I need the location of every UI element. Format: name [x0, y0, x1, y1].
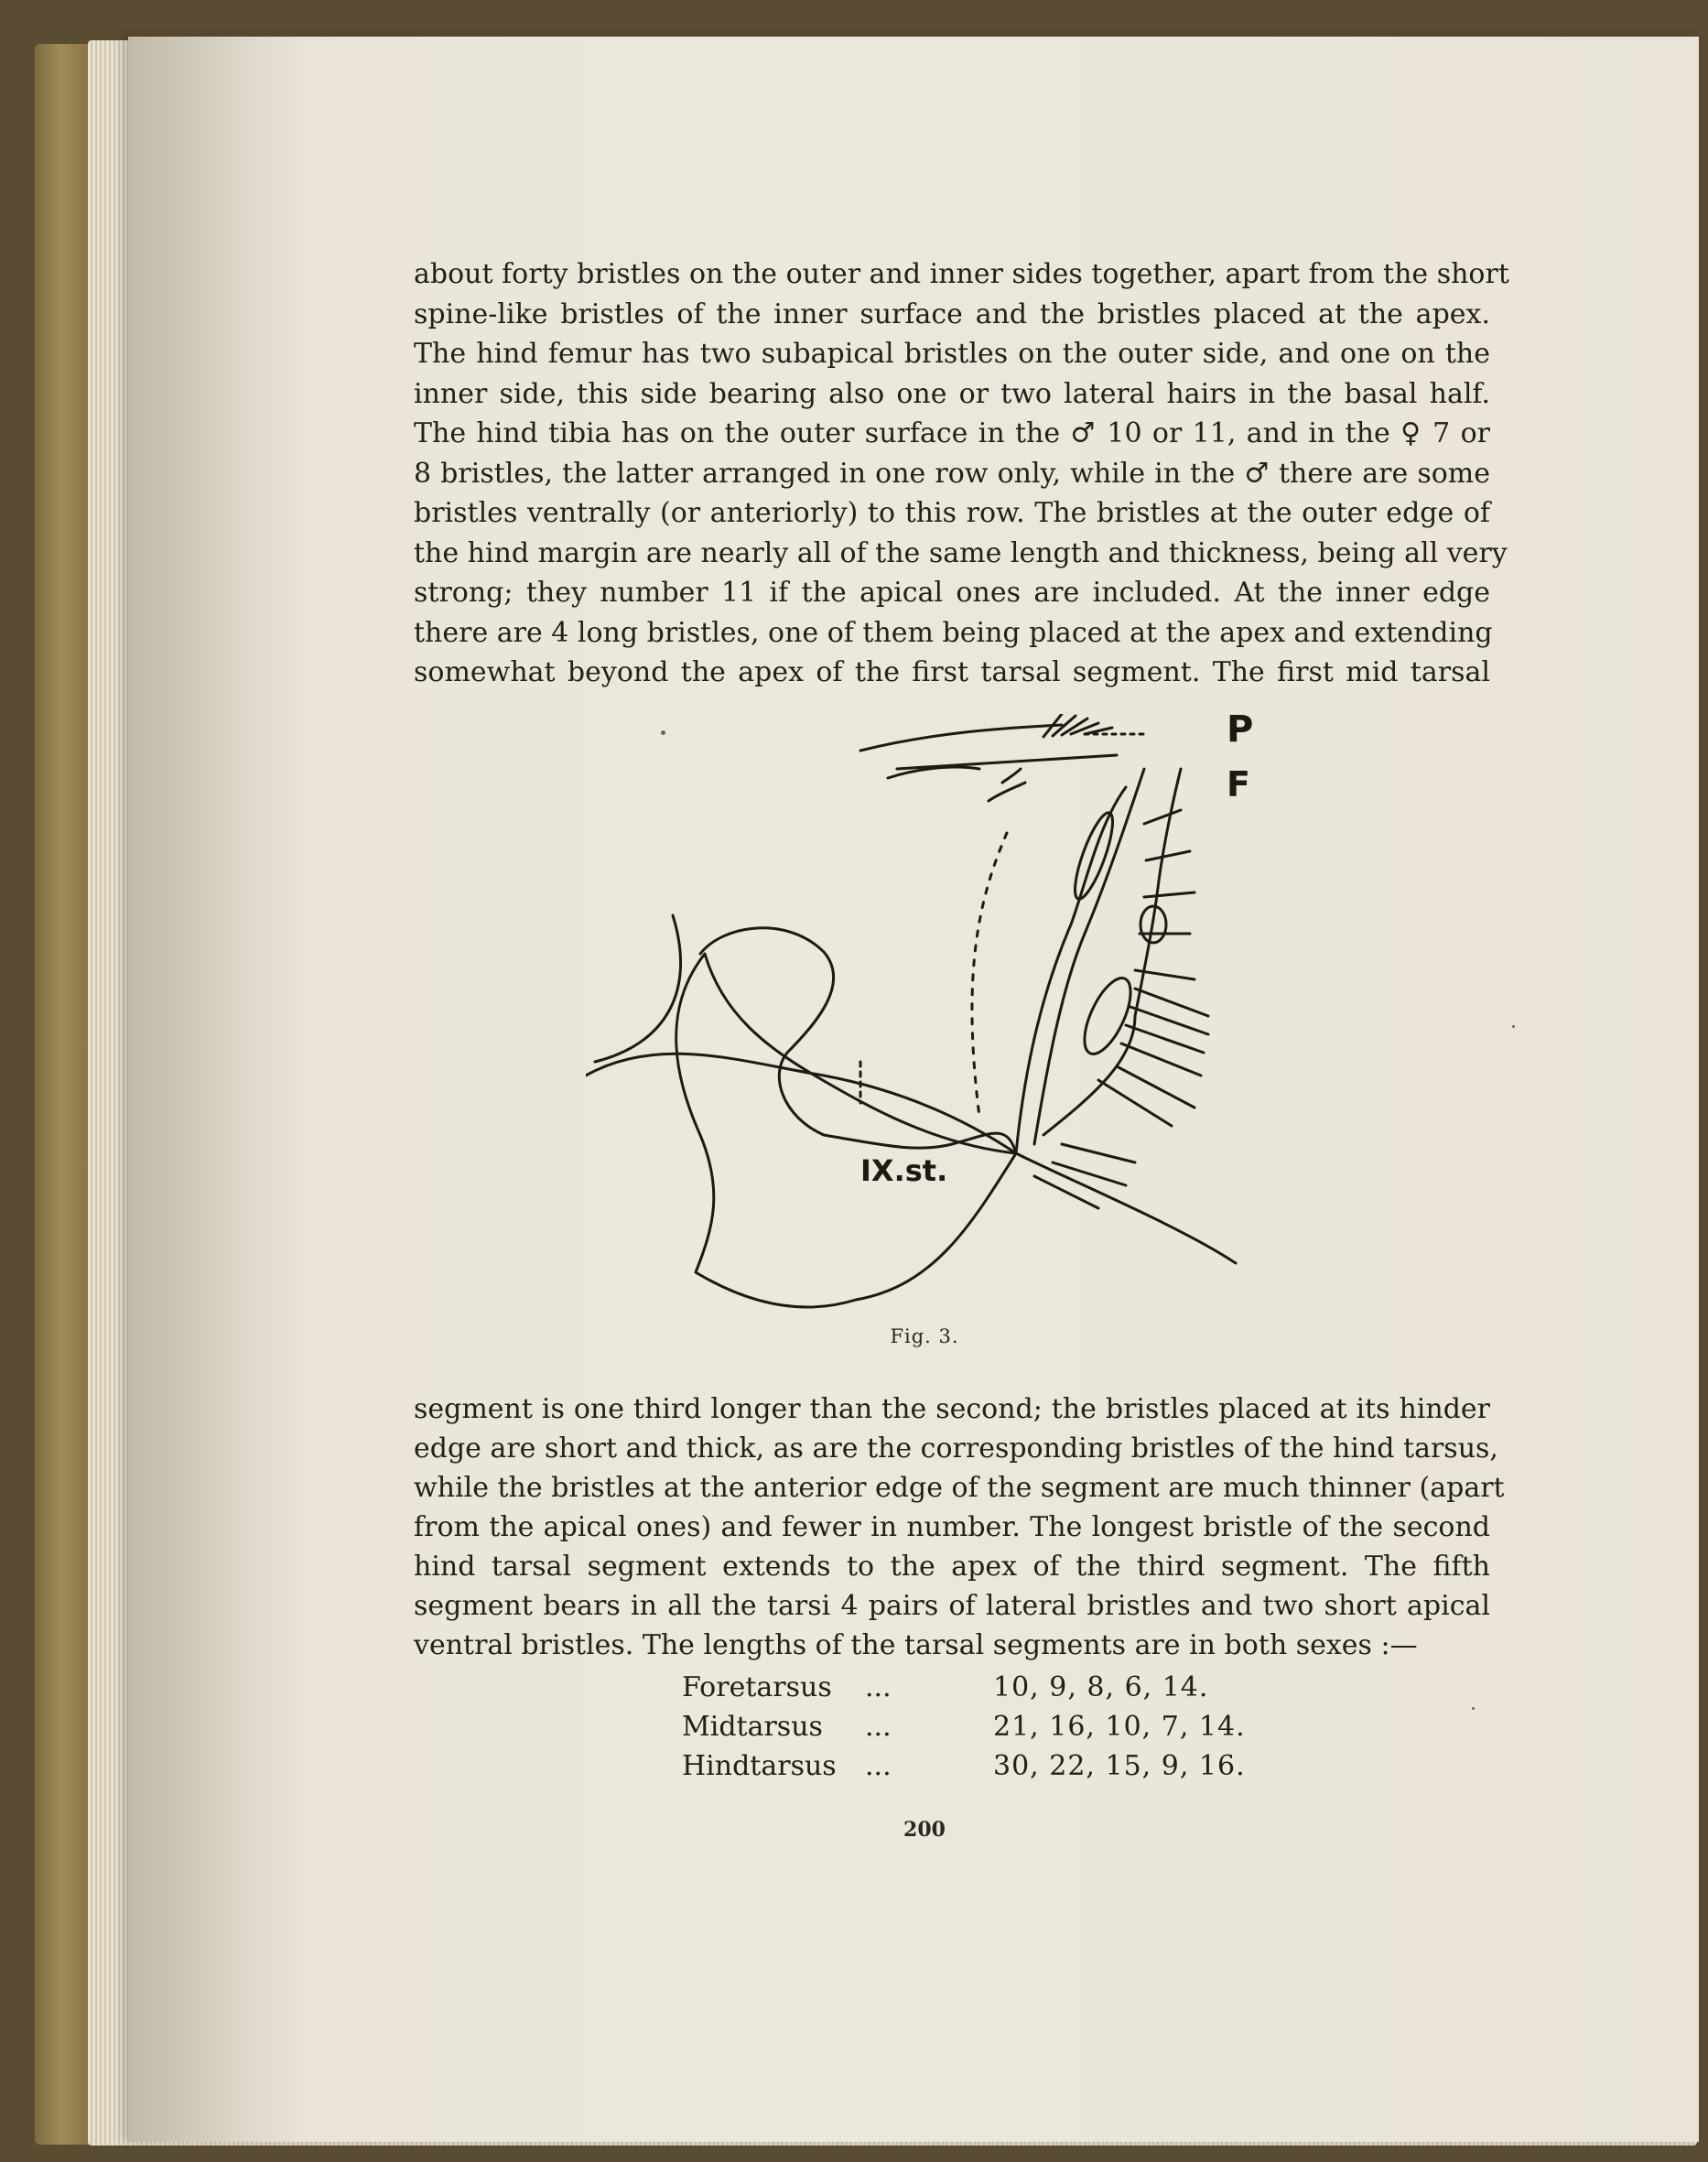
sternite-outline: [676, 954, 1016, 1307]
tarsus-name: Hindtarsus: [682, 1750, 837, 1782]
label-ixst: IX.st.: [860, 1153, 948, 1188]
text-line: 8 bristles, the latter arranged in one row only, while in the ♂ there are some: [414, 457, 1490, 490]
tarsus-name: Midtarsus: [682, 1711, 823, 1743]
text-line: somewhat beyond the apex of the first tarsal segment. The first mid tarsal: [414, 656, 1490, 688]
tarsal-lengths-table: [682, 1668, 1246, 1786]
left-arc: [595, 915, 681, 1062]
tarsus-values: 21, 16, 10, 7, 14.: [993, 1711, 1246, 1743]
text-line: the hind margin are nearly all of the same length and thickness, being all very: [414, 536, 1508, 569]
tarsus-values: 10, 9, 8, 6, 14.: [993, 1671, 1209, 1703]
text-line: The hind tibia has on the outer surface in the ♂ 10 or 11, and in the ♀ 7 or: [414, 417, 1490, 449]
ixst-lobe: [700, 928, 1016, 1153]
text-line: there are 4 long bristles, one of them being placed at the apex and extending: [414, 616, 1493, 649]
f-bar: [897, 755, 1117, 769]
text-line: The hind femur has two subapical bristles on the outer side, and one on the: [414, 338, 1490, 370]
text-line: while the bristles at the anterior edge of the segment are much thinner (apart: [414, 1472, 1505, 1504]
figure-3-drawing: [586, 714, 1281, 1318]
leader-dots: ...: [865, 1750, 892, 1782]
text-line: segment bears in all the tarsi 4 pairs of lateral bristles and two short apical: [414, 1590, 1490, 1622]
paper-speck: [1472, 1707, 1475, 1710]
table-row: [682, 1668, 1246, 1707]
text-line: inner side, this side bearing also one or two lateral hairs in the basal half.: [414, 377, 1490, 410]
label-p: P: [1227, 714, 1254, 751]
paper-speck: [1512, 1025, 1515, 1028]
clasper-shaft-inner: [1034, 769, 1144, 1144]
table-row: [682, 1707, 1246, 1746]
text-line: edge are short and thick, as are the corresponding bristles of the hind tarsus,: [414, 1432, 1498, 1465]
text-line: hind tarsal segment extends to the apex of the third segment. The fifth: [414, 1551, 1490, 1583]
text-line: about forty bristles on the outer and inner sides together, apart from the short: [414, 258, 1509, 290]
tarsus-values: 30, 22, 15, 9, 16.: [993, 1750, 1246, 1782]
paragraph-1: [414, 254, 1509, 693]
tarsus-name: Foretarsus: [682, 1671, 832, 1703]
text-line: spine-like bristles of the inner surface and the bristles placed at the apex.: [414, 297, 1490, 330]
hook-3: [1002, 769, 1021, 783]
text-line: strong; they number 11 if the apical ones are included. At the inner edge: [414, 577, 1490, 609]
leader-dots: ...: [865, 1711, 892, 1743]
label-f: F: [1227, 764, 1250, 805]
text-line: from the apical ones) and fewer in number. The longest bristle of the second: [414, 1511, 1490, 1543]
text-line: ventral bristles. The lengths of the tarsal segments are in both sexes :—: [414, 1629, 1418, 1661]
paper-speck: [661, 730, 665, 735]
table-row: [682, 1746, 1246, 1786]
text-line: bristles ventrally (or anteriorly) to this row. The bristles at the outer edge of: [414, 497, 1490, 529]
paragraph-2: [414, 1389, 1505, 1665]
hook-2: [989, 783, 1025, 801]
leader-dots: ...: [865, 1671, 892, 1703]
figure-caption: Fig. 3.: [890, 1325, 959, 1347]
page-number: 200: [903, 1818, 946, 1842]
text-line: segment is one third longer than the second; the bristles placed at its hinder: [414, 1393, 1490, 1425]
top-bar: [860, 725, 1062, 751]
